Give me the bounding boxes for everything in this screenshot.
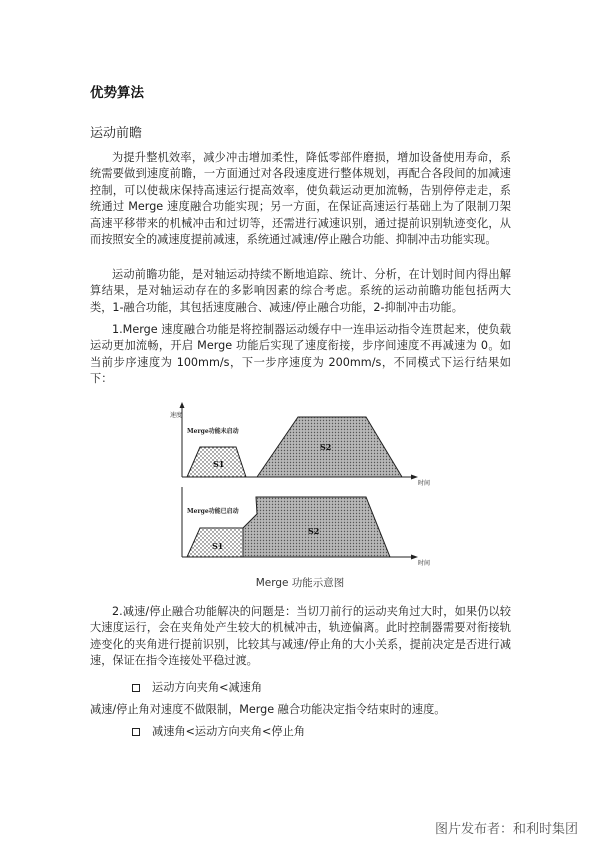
bottom-s1-label: S1	[212, 541, 224, 551]
subsection-title: 运动前瞻	[90, 126, 143, 141]
bullet-text: 运动方向夹角<减速角	[152, 681, 263, 694]
y-axis-label: 速度	[170, 412, 183, 419]
top-s2-label: S2	[320, 442, 332, 452]
top-chart-label: Merge功能未启动	[187, 428, 239, 435]
top-y-arrow	[180, 402, 185, 408]
bullet-item-1	[132, 680, 262, 696]
figure-caption: Merge 功能示意图	[255, 577, 345, 589]
square-bullet-icon	[132, 728, 140, 736]
top-x-arrow	[411, 475, 418, 480]
paragraph-decel-stop: 2.减速/停止融合功能解决的问题是：当切刀前行的运动夹角过大时，如果仍以较大速度运行，会在夹角处产生较大的机械冲击，轨迹偏离。此时控制器需要对衔接轨迹变化的夹角进行提前识别，比较其与减速/停止角的大小关系，提前决定是否进行减速，保证在指令连接处平稳过渡。	[90, 605, 511, 668]
paragraph-intro: 为提升整机效率，减少冲击增加柔性，降低零部件磨损，增加设备使用寿命，系统需要做到速度前瞻，一方面通过对各段速度进行整体规划，再配合各段间的加减速控制，可以使裁床保持高速运行提高效率，使负载运动更加流畅，告别停停走走，系统通过 Merge 速度融合功能实现；另一方面，在保证高速运行基础上为了限制刀架高速平移带来的机械冲击和过切等，还需进行减速识别，通过提前识别轨迹变化，从而按照安全的减速度提前减速，系统通过减速/停止融合功能、抑制冲击功能实现。	[90, 151, 511, 247]
paragraph-lookahead: 运动前瞻功能，是对轴运动持续不断地追踪、统计、分析，在计划时间内得出解算结果，是对轴运动存在的多影响因素的综合考虑。系统的运动前瞻功能包括两大类，1-融合功能，其包括速度融合、减速/停止融合功能，2-抑制冲击功能。	[90, 268, 511, 314]
bottom-chart-label: Merge功能已启动	[187, 508, 239, 515]
bullet-1-description: 减速/停止角对速度不做限制，Merge 融合功能决定指令结束时的速度。	[90, 703, 446, 716]
square-bullet-icon	[132, 684, 140, 692]
section-title: 优势算法	[90, 85, 144, 101]
bottom-s2-label: S2	[308, 526, 320, 536]
top-s1-label: S1	[213, 459, 225, 469]
bullet-text: 减速角<运动方向夹角<停止角	[152, 725, 305, 738]
bottom-x-arrow	[411, 555, 418, 560]
bottom-x-axis-label: 时间	[418, 560, 431, 567]
merge-diagram	[160, 395, 440, 575]
top-x-axis-label: 时间	[418, 480, 431, 487]
publisher-credit: 图片发布者：和利时集团	[434, 822, 578, 837]
paragraph-merge: 1.Merge 速度融合功能是将控制器运动缓存中一连串运动指令连贯起来，使负载运动更加流畅，开启 Merge 功能后实现了速度衔接，步序间速度不再减速为 0。如当前步序速度为 100mm/s，下一步序速度为 200mm/s，不同模式下运行结果如下：	[90, 323, 511, 386]
bullet-item-2	[132, 724, 305, 740]
